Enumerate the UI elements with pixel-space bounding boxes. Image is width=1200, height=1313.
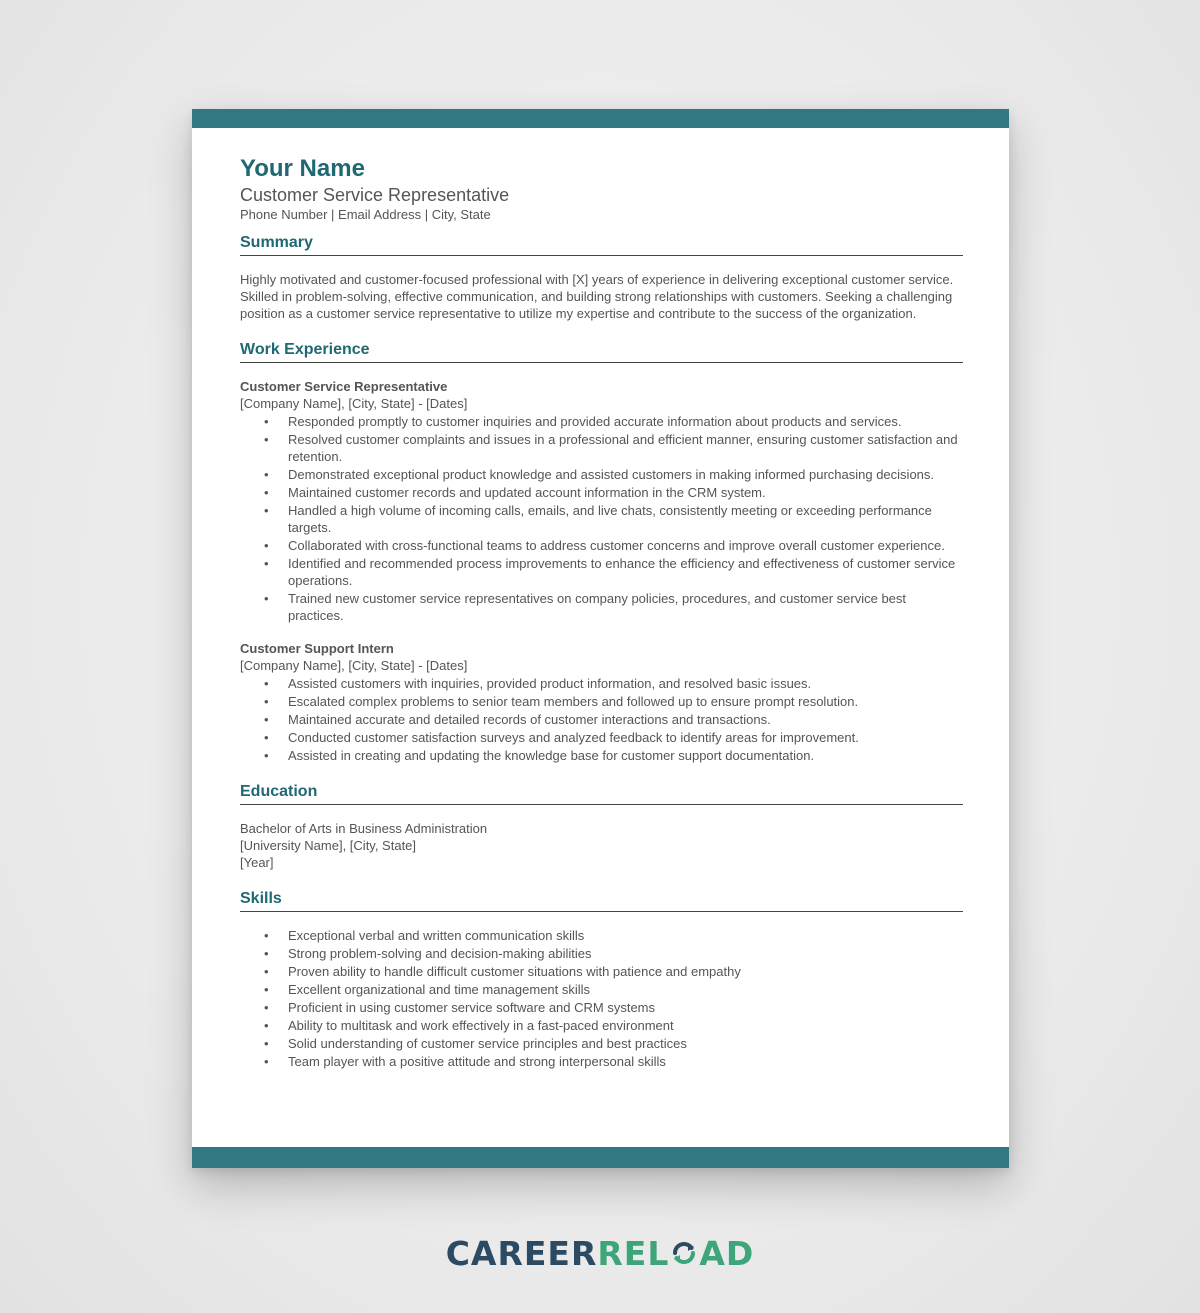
bullet-text: Collaborated with cross-functional teams to address customer concerns and improve overall customer experience. — [288, 538, 945, 553]
bullet-icon: • — [264, 694, 269, 709]
bullet-text: Assisted in creating and updating the knowledge base for customer support documentation. — [288, 748, 815, 763]
list-item — [240, 1017, 963, 1034]
list-item — [240, 747, 963, 764]
bullet-text: Identified and recommended process improvements to enhance the efficiency and effectiveness of customer service operations. — [288, 556, 956, 588]
education-year: [Year] — [240, 855, 274, 870]
education-heading: Education — [240, 782, 963, 805]
skill-text: Strong problem-solving and decision-making abilities — [288, 946, 592, 961]
list-item — [240, 413, 963, 430]
bullet-text: Escalated complex problems to senior team members and followed up to ensure prompt resolution. — [288, 694, 859, 709]
logo-text-career: CAREER — [445, 1234, 598, 1273]
skill-text: Proven ability to handle difficult customer situations with patience and empathy — [288, 964, 741, 979]
resume-page — [192, 109, 1009, 1168]
list-item — [240, 675, 963, 692]
list-item — [240, 537, 963, 554]
skill-text: Team player with a positive attitude and strong interpersonal skills — [288, 1054, 666, 1069]
bullet-icon: • — [264, 467, 269, 482]
bullet-text: Maintained accurate and detailed records of customer interactions and transactions. — [288, 712, 771, 727]
bullet-icon: • — [264, 1054, 269, 1069]
bullet-icon: • — [264, 928, 269, 943]
skill-text: Exceptional verbal and written communication skills — [288, 928, 585, 943]
list-item — [240, 693, 963, 710]
skills-list — [240, 927, 963, 1070]
list-item — [240, 502, 963, 536]
skill-text: Excellent organizational and time management skills — [288, 982, 591, 997]
bullet-icon: • — [264, 748, 269, 763]
list-item — [240, 590, 963, 624]
reload-arrows-icon — [669, 1238, 699, 1268]
list-item — [240, 927, 963, 944]
job-entry — [240, 640, 963, 764]
list-item — [240, 729, 963, 746]
job-title: Customer Service Representative — [240, 379, 448, 394]
job-title: Customer Support Intern — [240, 641, 394, 656]
list-item — [240, 945, 963, 962]
job-bullet-list — [240, 675, 963, 764]
bullet-text: Assisted customers with inquiries, provided product information, and resolved basic issues. — [288, 676, 812, 691]
list-item — [240, 555, 963, 589]
education-degree: Bachelor of Arts in Business Administration — [240, 821, 488, 836]
bullet-icon: • — [264, 485, 269, 500]
summary-heading: Summary — [240, 233, 963, 256]
logo-text-reload-end: AD — [699, 1234, 755, 1273]
list-item — [240, 484, 963, 501]
top-accent-band — [192, 109, 1009, 128]
skill-text: Proficient in using customer service software and CRM systems — [288, 1000, 656, 1015]
list-item — [240, 466, 963, 483]
list-item — [240, 963, 963, 980]
bullet-text: Maintained customer records and updated account information in the CRM system. — [288, 485, 766, 500]
skills-section — [240, 927, 963, 1070]
bullet-icon: • — [264, 591, 269, 606]
bullet-text: Resolved customer complaints and issues in a professional and efficient manner, ensuring customer satisfaction and retention. — [288, 432, 958, 464]
bullet-icon: • — [264, 964, 269, 979]
work-experience-section — [240, 378, 963, 764]
bullet-icon: • — [264, 982, 269, 997]
bullet-text: Trained new customer service representatives on company policies, procedures, and customer service best practices. — [288, 591, 907, 623]
job-company-line: [Company Name], [City, State] - [Dates] — [240, 658, 468, 673]
bullet-icon: • — [264, 538, 269, 553]
bullet-icon: • — [264, 712, 269, 727]
bullet-text: Responded promptly to customer inquiries and provided accurate information about products and services. — [288, 414, 902, 429]
bullet-icon: • — [264, 556, 269, 571]
list-item — [240, 1053, 963, 1070]
candidate-title: Customer Service Representative — [240, 185, 510, 205]
list-item — [240, 711, 963, 728]
bullet-icon: • — [264, 676, 269, 691]
education-section — [240, 820, 963, 871]
job-company-line: [Company Name], [City, State] - [Dates] — [240, 396, 468, 411]
summary-text: Highly motivated and customer-focused professional with [X] years of experience in delivering exceptional customer service. Skilled in problem-solving, effective communication, and building strong relationships with customers. Seeking a challenging position as a customer service representative to utilize my expertise and contribute to the success of the organization. — [240, 272, 954, 321]
bullet-text: Demonstrated exceptional product knowledge and assisted customers in making informed purchasing decisions. — [288, 467, 935, 482]
bullet-icon: • — [264, 1000, 269, 1015]
job-entry — [240, 378, 963, 624]
bullet-icon: • — [264, 414, 269, 429]
skill-text: Ability to multitask and work effectively in a fast-paced environment — [288, 1018, 674, 1033]
bullet-icon: • — [264, 946, 269, 961]
list-item — [240, 981, 963, 998]
bullet-icon: • — [264, 730, 269, 745]
list-item — [240, 431, 963, 465]
education-school: [University Name], [City, State] — [240, 838, 417, 853]
bullet-text: Conducted customer satisfaction surveys and analyzed feedback to identify areas for improvement. — [288, 730, 859, 745]
bullet-icon: • — [264, 1036, 269, 1051]
resume-content — [240, 155, 963, 1070]
candidate-name: Your Name — [240, 155, 365, 182]
list-item — [240, 1035, 963, 1052]
list-item — [240, 999, 963, 1016]
logo-text-reload-start: REL — [597, 1234, 670, 1273]
bullet-icon: • — [264, 503, 269, 518]
work-experience-heading: Work Experience — [240, 340, 963, 363]
bullet-text: Handled a high volume of incoming calls, emails, and live chats, consistently meeting or exceeding performance targets. — [288, 503, 932, 535]
bullet-icon: • — [264, 1018, 269, 1033]
careerreload-logo — [0, 1234, 1200, 1274]
job-bullet-list — [240, 413, 963, 624]
resume-header — [240, 155, 963, 223]
summary-section — [240, 271, 963, 322]
contact-line: Phone Number | Email Address | City, State — [240, 207, 491, 222]
skill-text: Solid understanding of customer service principles and best practices — [288, 1036, 687, 1051]
skills-heading: Skills — [240, 889, 963, 912]
bullet-icon: • — [264, 432, 269, 447]
bottom-accent-band — [192, 1147, 1009, 1168]
